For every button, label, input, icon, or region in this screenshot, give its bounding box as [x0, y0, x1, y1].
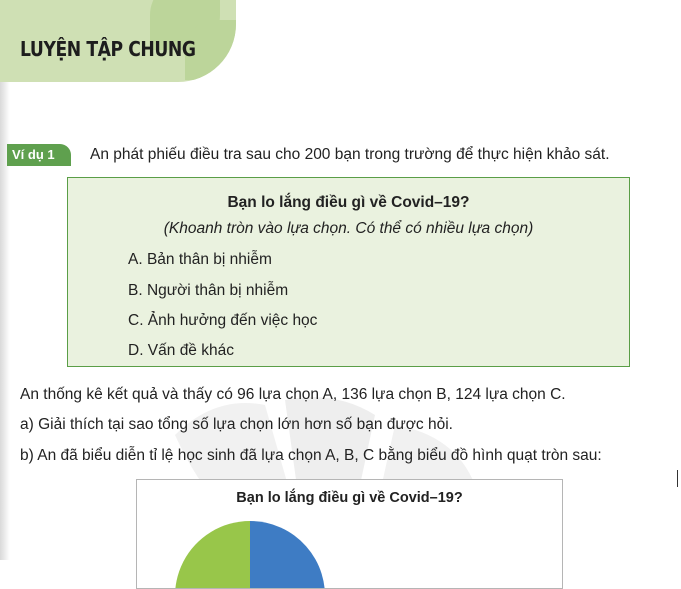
result-statement: An thống kê kết quả và thấy có 96 lựa chọn A, 136 lựa chọn B, 124 lựa chọn C.: [20, 386, 566, 403]
survey-option-d: D. Vấn đề khác: [128, 342, 234, 359]
example-intro: An phát phiếu điều tra sau cho 200 bạn trong trường để thực hiện khảo sát.: [90, 146, 610, 163]
chart-title: Bạn lo lắng điều gì về Covid–19?: [236, 490, 463, 506]
pie-slice-a: [250, 521, 325, 589]
question-b: b) An đã biểu diễn tỉ lệ học sinh đã lựa chọn A, B, C bằng biểu đồ hình quạt tròn sau:: [20, 447, 602, 464]
example-label: [7, 144, 71, 166]
survey-option-b: B. Người thân bị nhiễm: [128, 282, 289, 299]
survey-subtitle: (Khoanh tròn vào lựa chọn. Có thể có nhiều lựa chọn): [163, 220, 534, 237]
question-a: a) Giải thích tại sao tổng số lựa chọn lớn hơn số bạn được hỏi.: [20, 416, 453, 433]
pie-chart: [137, 480, 563, 589]
survey-option-a: A. Bản thân bị nhiễm: [128, 251, 272, 268]
page-edge-shadow: [0, 0, 10, 560]
text-cursor: [677, 470, 678, 487]
example-label-text: Ví dụ 1: [12, 147, 55, 162]
survey-box: [67, 177, 630, 367]
survey-title: Bạn lo lắng điều gì về Covid–19?: [227, 194, 470, 211]
pie-slice-c: [175, 521, 250, 589]
pie-chart-frame: [136, 479, 563, 589]
section-title: LUYỆN TẬP CHUNG: [20, 37, 196, 61]
survey-option-c: C. Ảnh hưởng đến việc học: [128, 312, 318, 329]
